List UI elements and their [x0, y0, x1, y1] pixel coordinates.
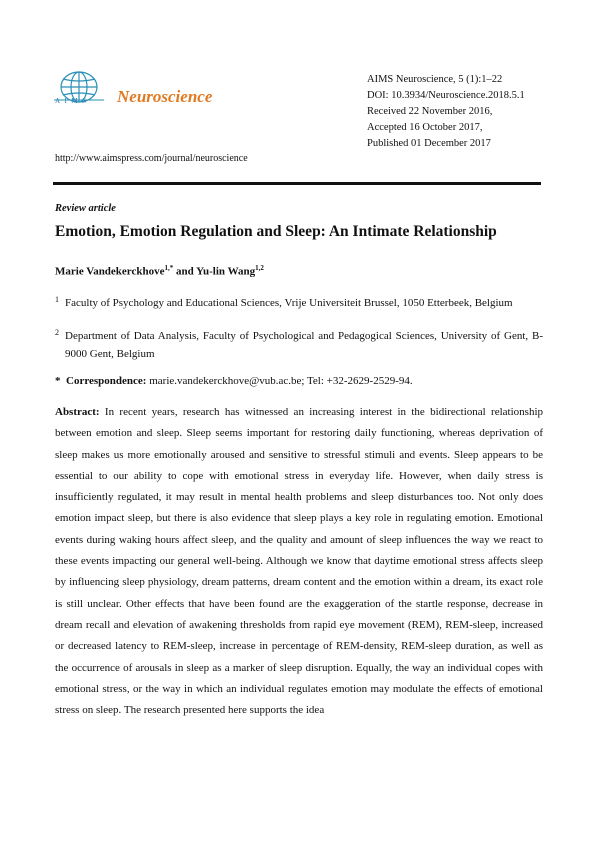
affiliation-number: 2	[55, 328, 59, 337]
author-name: Yu-lin Wang	[196, 265, 256, 278]
author-affiliation-marker: 1,*	[164, 264, 174, 272]
aims-globe-logo	[52, 70, 106, 112]
article-title: Emotion, Emotion Regulation and Sleep: An Intimate Relationship	[55, 223, 497, 240]
article-type: Review article	[55, 203, 116, 214]
correspondence	[55, 375, 413, 387]
received-date: Received 22 November 2016,	[367, 106, 493, 117]
correspondence-marker: *	[55, 375, 61, 387]
accepted-date: Accepted 16 October 2017,	[367, 122, 483, 133]
logo-wordmark: AIMS	[55, 97, 91, 105]
header-divider	[53, 182, 541, 185]
correspondence-details: marie.vandekerckhove@vub.ac.be; Tel: +32-2629-2529-94.	[146, 375, 413, 387]
citation-line: AIMS Neuroscience, 5 (1):1–22	[367, 74, 503, 85]
affiliation-2	[55, 327, 543, 363]
author-affiliation-marker: 1,2	[255, 264, 264, 272]
correspondence-label: Correspondence:	[66, 375, 147, 387]
published-date: Published 01 December 2017	[367, 138, 491, 149]
article-metadata	[367, 72, 525, 152]
author-name: Marie Vandekerckhove	[55, 265, 165, 278]
abstract-text: In recent years, research has witnessed an increasing interest in the bidirectional relationship between emotion and sleep. Sleep seems important for restoring daily functioning, whereas deprivation of sleep makes us more emotionally aroused and sensitive to stressful stimuli and events. Sleep appears to be essential to our ability to cope with emotional stress in everyday life. However, when daily stress is insufficiently regulated, it may result in mental health problems and sleep disturbances too. Not only does emotion impact sleep, but there is also evidence that sleep plays a key role in regulating emotion. Emotional events during waking hours affect sleep, and the quality and amount of sleep influences the way we react to these events impacting our general well-being. Although we know that daytime emotional stress affects sleep by influencing sleep physiology, dream patterns, dream content and the emotion within a dream, its exact role is still unclear. Other effects that have been found are the exaggeration of the startle response, decrease in dream recall and elevation of awakening thresholds from rapid eye movement (REM), REM-sleep, increased or decreased latency to REM-sleep, increase in percentage of REM-density, REM-sleep duration, as well as the occurrence of arousals in sleep as a marker of sleep disruption. Equally, the way an individual copes with emotional stress, or the way in which an individual regulates emotion may modulate the effects of emotional stress on sleep. The research presented here supports the idea	[55, 406, 543, 717]
doi-line: DOI: 10.3934/Neuroscience.2018.5.1	[367, 90, 525, 101]
affiliation-number: 1	[55, 295, 59, 304]
affiliation-text: Faculty of Psychology and Educational Sciences, Vrije Universiteit Brussel, 1050 Etterbeek, Belgium	[65, 297, 513, 309]
affiliation-text: Department of Data Analysis, Faculty of Psychological and Pedagogical Sciences, University of Gent, B-9000 Gent, Belgium	[65, 330, 543, 360]
affiliation-1	[55, 294, 543, 312]
journal-name: Neuroscience	[117, 87, 213, 106]
author-list	[55, 264, 264, 278]
journal-url-link[interactable]: http://www.aimspress.com/journal/neuroscience	[55, 153, 248, 164]
author-separator: and	[173, 265, 197, 278]
abstract	[55, 402, 543, 721]
abstract-label: Abstract:	[55, 406, 100, 418]
